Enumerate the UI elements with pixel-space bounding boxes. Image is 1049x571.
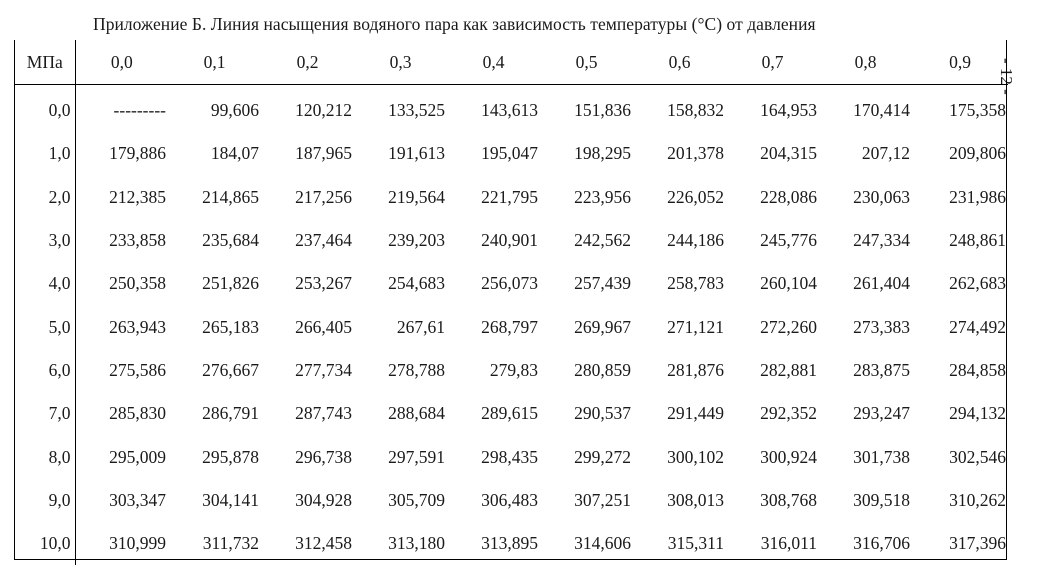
table-cell: 158,832 — [667, 100, 724, 121]
column-header-cell: 0,1 — [168, 40, 261, 85]
table-cell: 274,492 — [949, 316, 1006, 337]
table-cell: 217,256 — [295, 186, 352, 207]
table-cell: 247,334 — [853, 230, 910, 251]
table-cell: 250,358 — [109, 273, 166, 294]
table-cell: 244,186 — [667, 230, 724, 251]
table-cell: 287,743 — [295, 403, 352, 424]
table-cell: 284,858 — [949, 359, 1006, 380]
table-cell: 317,396 — [949, 533, 1006, 554]
table-cell: 277,734 — [295, 359, 352, 380]
table-cell: 300,102 — [667, 446, 724, 467]
table-cell: 245,776 — [760, 230, 817, 251]
table-cell: 276,667 — [202, 359, 259, 380]
table-cell: 282,881 — [760, 359, 817, 380]
table-cell: 258,783 — [667, 273, 724, 294]
table-cell: 313,180 — [388, 533, 445, 554]
table-cell: 300,924 — [760, 446, 817, 467]
table-cell: 240,901 — [481, 230, 538, 251]
table-row — [15, 435, 1008, 478]
table-cell: 214,865 — [202, 186, 259, 207]
table-cell: 293,247 — [853, 403, 910, 424]
table-cell: 268,797 — [481, 316, 538, 337]
table-cell: 267,61 — [396, 316, 445, 337]
table-cell: 242,562 — [574, 230, 631, 251]
row-header-cell: 0,0 — [15, 85, 75, 133]
table-cell: 201,378 — [667, 143, 724, 164]
table-cell: 305,709 — [388, 489, 445, 510]
table-cell: 288,684 — [388, 403, 445, 424]
column-header-cell: 0,5 — [540, 40, 633, 85]
table-cell: 170,414 — [853, 100, 910, 121]
row-header-cell: 3,0 — [15, 219, 75, 262]
table-cell: 308,768 — [760, 489, 817, 510]
table-cell: 290,537 — [574, 403, 631, 424]
column-header-cell: 0,0 — [75, 40, 168, 85]
table-row — [15, 85, 1008, 133]
row-header-cell: 4,0 — [15, 262, 75, 305]
table-cell: 315,311 — [667, 533, 724, 554]
table-cell: 251,826 — [202, 273, 259, 294]
table-cell: 299,272 — [574, 446, 631, 467]
table-cell: 221,795 — [481, 186, 538, 207]
table-cell: 275,586 — [109, 359, 166, 380]
row-header-cell: 1,0 — [15, 132, 75, 175]
table-cell: 223,956 — [574, 186, 631, 207]
table-body — [15, 85, 1008, 566]
table-cell: 273,383 — [853, 316, 910, 337]
row-header-cell: 8,0 — [15, 435, 75, 478]
table-cell: 272,260 — [760, 316, 817, 337]
table-cell: 266,405 — [295, 316, 352, 337]
row-header-cell: 6,0 — [15, 349, 75, 392]
column-header-cell: 0,3 — [354, 40, 447, 85]
table-cell: 316,011 — [760, 533, 817, 554]
table-cell: 302,546 — [949, 446, 1006, 467]
table-cell: 304,928 — [295, 489, 352, 510]
table-row — [15, 479, 1008, 522]
table-cell: --------- — [113, 100, 166, 121]
table-cell: 184,07 — [210, 143, 259, 164]
table-cell: 195,047 — [481, 143, 538, 164]
table-row — [15, 262, 1008, 305]
table-cell: 286,791 — [202, 403, 259, 424]
table-cell: 261,404 — [853, 273, 910, 294]
table-cell: 303,347 — [109, 489, 166, 510]
table-cell: 198,295 — [574, 143, 631, 164]
table-cell: 291,449 — [667, 403, 724, 424]
table-cell: 306,483 — [481, 489, 538, 510]
table-cell: 281,876 — [667, 359, 724, 380]
table-cell: 187,965 — [295, 143, 352, 164]
table-cell: 295,878 — [202, 446, 259, 467]
table-cell: 219,564 — [388, 186, 445, 207]
table-row — [15, 219, 1008, 262]
saturation-table — [15, 40, 1008, 565]
table-cell: 263,943 — [109, 316, 166, 337]
table-cell: 143,613 — [481, 100, 538, 121]
row-header-cell: 2,0 — [15, 176, 75, 219]
table-cell: 226,052 — [667, 186, 724, 207]
corner-header-cell: МПа — [15, 40, 75, 85]
table-cell: 316,706 — [853, 533, 910, 554]
table-cell: 278,788 — [388, 359, 445, 380]
table-cell: 265,183 — [202, 316, 259, 337]
table-cell: 289,615 — [481, 403, 538, 424]
table-cell: 309,518 — [853, 489, 910, 510]
table-cell: 209,806 — [949, 143, 1006, 164]
table-cell: 297,591 — [388, 446, 445, 467]
table-cell: 133,525 — [388, 100, 445, 121]
table-cell: 292,352 — [760, 403, 817, 424]
table-cell: 239,203 — [388, 230, 445, 251]
table-cell: 191,613 — [388, 143, 445, 164]
page-number: - 12 - — [997, 58, 1016, 95]
table-cell: 283,875 — [853, 359, 910, 380]
table-cell: 280,859 — [574, 359, 631, 380]
column-header-cell: 0,2 — [261, 40, 354, 85]
table-row — [15, 522, 1008, 565]
table-cell: 204,315 — [760, 143, 817, 164]
table-cell: 307,251 — [574, 489, 631, 510]
table-cell: 175,358 — [949, 100, 1006, 121]
table-cell: 230,063 — [853, 186, 910, 207]
table-cell: 308,013 — [667, 489, 724, 510]
table-cell: 260,104 — [760, 273, 817, 294]
table-row — [15, 132, 1008, 175]
table-cell: 310,999 — [109, 533, 166, 554]
row-header-cell: 5,0 — [15, 305, 75, 348]
row-header-cell: 7,0 — [15, 392, 75, 435]
table-cell: 262,683 — [949, 273, 1006, 294]
table-cell: 269,967 — [574, 316, 631, 337]
table-cell: 179,886 — [109, 143, 166, 164]
table-cell: 295,009 — [109, 446, 166, 467]
table-header-row — [15, 40, 1008, 85]
table-cell: 228,086 — [760, 186, 817, 207]
table-cell: 233,858 — [109, 230, 166, 251]
table-cell: 294,132 — [949, 403, 1006, 424]
table-cell: 285,830 — [109, 403, 166, 424]
table-cell: 257,439 — [574, 273, 631, 294]
column-header-cell: 0,4 — [447, 40, 540, 85]
table-cell: 298,435 — [481, 446, 538, 467]
table-cell: 314,606 — [574, 533, 631, 554]
row-header-cell: 10,0 — [15, 522, 75, 565]
row-header-cell: 9,0 — [15, 479, 75, 522]
table-cell: 311,732 — [202, 533, 259, 554]
table-caption: Приложение Б. Линия насыщения водяного пара как зависимость температуры (°С) от давления — [93, 14, 816, 34]
table-cell: 99,606 — [210, 100, 259, 121]
table-cell: 164,953 — [760, 100, 817, 121]
table-cell: 212,385 — [109, 186, 166, 207]
column-header-cell: 0,6 — [633, 40, 726, 85]
column-header-cell: 0,7 — [726, 40, 819, 85]
table-cell: 310,262 — [949, 489, 1006, 510]
table-row — [15, 392, 1008, 435]
table-cell: 207,12 — [861, 143, 910, 164]
table-cell: 301,738 — [853, 446, 910, 467]
table-cell: 279,83 — [489, 359, 538, 380]
table-cell: 256,073 — [481, 273, 538, 294]
table-cell: 304,141 — [202, 489, 259, 510]
table-cell: 237,464 — [295, 230, 352, 251]
column-header-cell: 0,9 — [912, 40, 1008, 85]
saturation-table-container — [14, 40, 1007, 560]
table-cell: 271,121 — [667, 316, 724, 337]
table-cell: 248,861 — [949, 230, 1006, 251]
table-row — [15, 349, 1008, 392]
table-row — [15, 176, 1008, 219]
table-cell: 231,986 — [949, 186, 1006, 207]
table-cell: 253,267 — [295, 273, 352, 294]
table-cell: 313,895 — [481, 533, 538, 554]
table-row — [15, 305, 1008, 348]
table-cell: 296,738 — [295, 446, 352, 467]
table-cell: 235,684 — [202, 230, 259, 251]
table-cell: 254,683 — [388, 273, 445, 294]
column-header-cell: 0,8 — [819, 40, 912, 85]
table-cell: 151,836 — [574, 100, 631, 121]
table-cell: 312,458 — [295, 533, 352, 554]
table-cell: 120,212 — [295, 100, 352, 121]
